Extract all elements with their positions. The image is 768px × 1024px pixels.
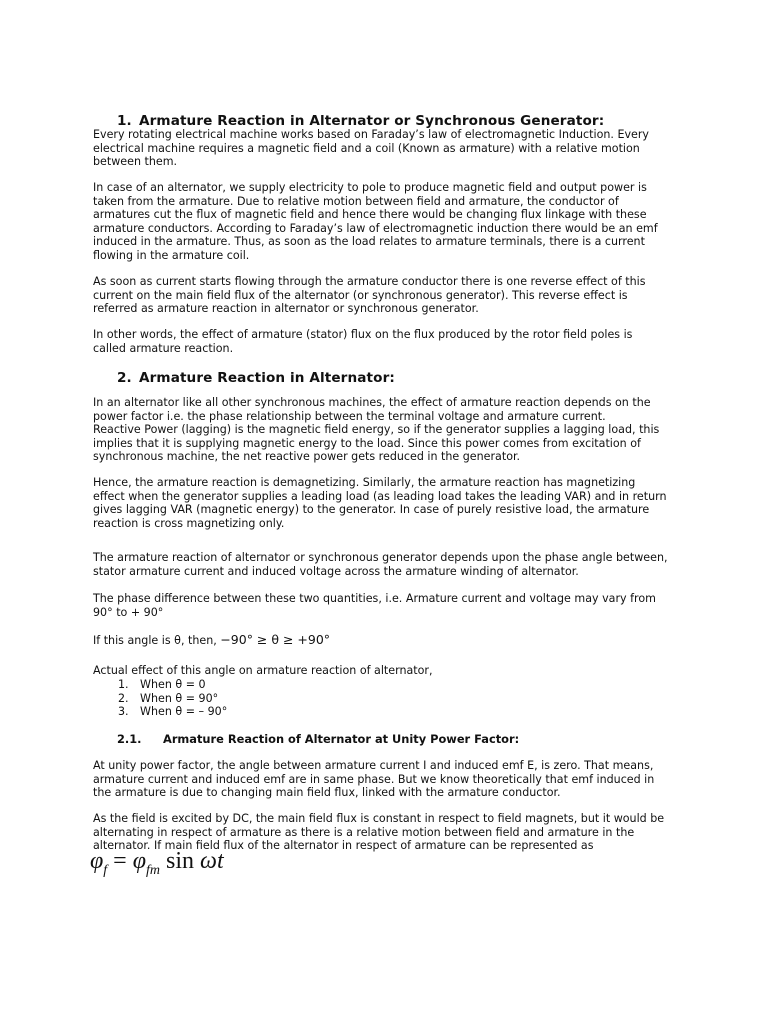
text-line: At unity power factor, the angle between armature current I and induced emf E, is zero. That means, — [93, 759, 654, 772]
text-line: alternating in respect of armature as there is a relative motion between field and armature in the — [93, 825, 635, 839]
section-title: Armature Reaction of Alternator at Unity Power Factor: — [163, 732, 520, 746]
angle-condition — [93, 633, 705, 648]
sin-function: sin — [160, 848, 201, 874]
text-line: The armature reaction of alternator or synchronous generator depends upon the phase angle between, — [93, 551, 668, 564]
paragraph — [93, 275, 705, 316]
paragraph — [93, 812, 705, 853]
section-number: 1. — [117, 113, 132, 129]
section-number: 2.1. — [117, 732, 142, 746]
text-line: In other words, the effect of armature (stator) flux on the flux produced by the rotor field poles is — [93, 328, 633, 341]
paragraph — [93, 664, 705, 678]
angle-intro: If this angle is θ, then, — [93, 634, 217, 647]
paragraph — [93, 396, 705, 464]
text-line: armature current and induced emf are in same phase. But we know theoretically that emf induced in — [93, 772, 655, 786]
text-line: In case of an alternator, we supply electricity to pole to produce magnetic field and output power is — [93, 181, 647, 194]
text-line: armatures cut the flux of magnetic field and hence there would be changing flux linkage with these — [93, 208, 647, 221]
text-line: taken from the armature. Due to relative motion between field and armature, the conductor of — [93, 194, 619, 208]
text-line: power factor i.e. the phase relationship between the terminal voltage and armature current. — [93, 409, 606, 423]
text-line: effect when the generator supplies a leading load (as leading load takes the leading VAR) and in return — [93, 489, 667, 503]
paragraph — [93, 592, 705, 619]
equals-sign: = — [107, 848, 133, 874]
text-line: As soon as current starts flowing through the armature conductor there is one reverse effect of this — [93, 275, 646, 288]
section-2-heading — [117, 370, 395, 386]
text-line: reaction is cross magnetizing only. — [93, 516, 285, 530]
section-title: Armature Reaction in Alternator: — [139, 370, 395, 386]
list-item — [118, 692, 227, 706]
text-line: 90° to + 90° — [93, 605, 164, 619]
text-line: alternator. If main field flux of the alternator in respect of armature can be represented as — [93, 839, 594, 852]
list-number: 3. — [118, 705, 129, 718]
text-line: the armature is due to changing main field flux, linked with the armature conductor. — [93, 786, 561, 799]
paragraph — [93, 551, 705, 578]
text-line: As the field is excited by DC, the main field flux is constant in respect to field magnets, but it would be — [93, 812, 665, 825]
text-line: electrical machine requires a magnetic field and a coil (Known as armature) with a relative motion — [93, 141, 640, 155]
phi-symbol: φ — [90, 848, 104, 874]
text-line: called armature reaction. — [93, 341, 234, 355]
text-line: In an alternator like all other synchronous machines, the effect of armature reaction depends on the — [93, 396, 651, 409]
text-line: gives lagging VAR (magnetic energy) to the generator. In case of purely resistive load, the armature — [93, 503, 650, 516]
subscript: f — [103, 862, 108, 878]
text-line: flowing in the armature coil. — [93, 248, 250, 262]
list-text: When θ = 0 — [140, 678, 206, 691]
paragraph — [93, 476, 705, 530]
text-line: synchronous machine, the net reactive power gets reduced in the generator. — [93, 450, 521, 463]
paragraph — [93, 328, 705, 355]
list-number: 1. — [118, 678, 129, 691]
list-text: When θ = – 90° — [140, 705, 228, 718]
phi-symbol: φ — [132, 848, 146, 874]
section-2-1-heading — [117, 732, 519, 746]
text-line: Reactive Power (lagging) is the magnetic field energy, so if the generator supplies a lagging load, this — [93, 423, 660, 436]
angle-range-formula: −90° ≥ θ ≥ +90° — [220, 632, 331, 647]
section-title: Armature Reaction in Alternator or Synchronous Generator: — [139, 113, 605, 129]
paragraph — [93, 128, 705, 169]
list-number: 2. — [118, 691, 129, 705]
text-line: The phase difference between these two quantities, i.e. Armature current and voltage may vary from — [93, 592, 656, 605]
list-item — [118, 705, 227, 719]
paragraph — [93, 759, 705, 800]
text-line: current on the main field flux of the alternator (or synchronous generator). This reverse effect is — [93, 288, 628, 302]
angle-case-list — [118, 678, 227, 719]
paragraph — [93, 181, 705, 262]
text-line: Every rotating electrical machine works based on Faraday’s law of electromagnetic Induction. Every — [93, 128, 649, 141]
list-text: When θ = 90° — [140, 691, 219, 705]
section-1-heading — [117, 113, 604, 129]
text-line: induced in the armature. Thus, as soon as the load relates to armature terminals, there is a current — [93, 235, 645, 248]
text-line: between them. — [93, 155, 178, 168]
omega-t: ωt — [200, 848, 224, 874]
angle-line — [93, 633, 705, 648]
subscript: fm — [146, 862, 160, 878]
text-line: implies that it is supplying magnetic energy to the load. Since this power comes from excitation of — [93, 436, 641, 450]
section-number: 2. — [117, 370, 132, 386]
flux-equation — [90, 848, 224, 879]
text-line: armature conductors. According to Faraday’s law of electromagnetic induction there would be an emf — [93, 221, 658, 235]
text-line: Actual effect of this angle on armature reaction of alternator, — [93, 664, 433, 677]
text-line: referred as armature reaction in alternator or synchronous generator. — [93, 302, 479, 315]
list-item — [118, 678, 227, 692]
text-line: stator armature current and induced voltage across the armature winding of alternator. — [93, 564, 579, 578]
text-line: Hence, the armature reaction is demagnetizing. Similarly, the armature reaction has magnetizing — [93, 476, 636, 489]
